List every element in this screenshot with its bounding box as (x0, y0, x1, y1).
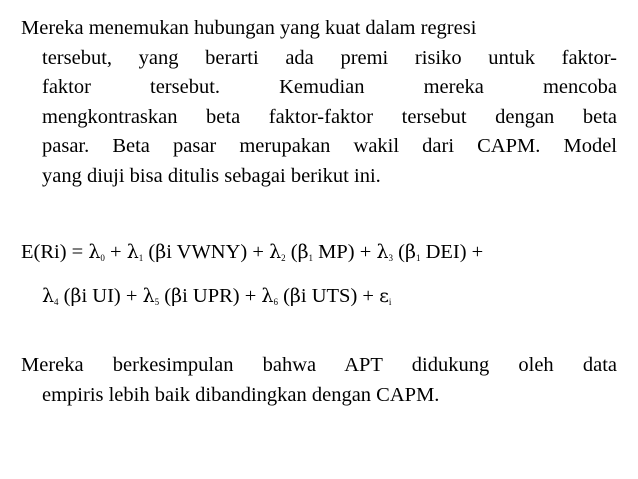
text-line (21, 73, 617, 103)
text-line-content: tersebut, yang berarti ada premi risiko untuk faktor- (42, 46, 617, 69)
formula-term: i UPR) + (182, 285, 262, 307)
paren: ( (393, 241, 405, 263)
subscript: 4 (54, 297, 59, 307)
subscript: 2 (281, 253, 286, 263)
formula-term: i VWNY) + (166, 241, 270, 263)
text-line-content: empiris lebih baik dibandingkan dengan CAPM. (42, 383, 440, 406)
word: mereka (423, 76, 484, 98)
beta-symbol: β (404, 241, 416, 263)
text-line-content: yang diuji bisa ditulis sebagai berikut ini. (42, 164, 381, 187)
subscript: 5 (154, 297, 160, 307)
word: Kemudian (279, 76, 365, 98)
lambda-symbol: λ (269, 241, 282, 263)
word: tersebut. (150, 76, 221, 98)
subscript: 1 (308, 253, 314, 263)
paren: ( (285, 241, 298, 263)
subscript: i (388, 297, 392, 307)
paren: ( (277, 285, 290, 307)
formula-lhs: E(Ri) = (21, 241, 89, 263)
beta-symbol: β (297, 241, 309, 263)
word: mencoba (542, 76, 617, 98)
lambda-symbol: λ (42, 285, 55, 307)
paragraph-conclusion (21, 351, 617, 410)
text-line (21, 14, 617, 44)
text-line-content: pasar. Beta pasar merupakan wakil dari CAPM. Model (42, 135, 617, 157)
text-line (21, 44, 617, 74)
subscript: 1 (415, 253, 421, 263)
formula-term: i UTS) + (300, 285, 380, 307)
subscript: 6 (273, 297, 278, 307)
text-line (21, 132, 617, 162)
formula-line-1 (21, 238, 483, 274)
paren: ( (143, 241, 156, 263)
beta-symbol: β (70, 285, 82, 307)
beta-symbol: β (289, 285, 301, 307)
formula-term: DEI) + (420, 241, 484, 263)
lambda-symbol: λ (376, 241, 389, 263)
text-line (21, 351, 617, 381)
word: faktor (42, 76, 91, 98)
text-line-content: Mereka menemukan hubungan yang kuat dalam regresi (21, 17, 477, 39)
paren: ( (58, 285, 71, 307)
paren: ( (159, 285, 172, 307)
text-line (21, 103, 617, 133)
subscript: 3 (388, 253, 393, 263)
epsilon-symbol: ε (379, 285, 389, 307)
operator: + (104, 241, 127, 263)
beta-symbol: β (171, 285, 183, 307)
formula-term: MP) + (313, 241, 377, 263)
text-line (21, 162, 617, 192)
lambda-symbol: λ (88, 241, 101, 263)
lambda-symbol: λ (142, 285, 155, 307)
lambda-symbol: λ (261, 285, 274, 307)
text-line-content: mengkontraskan beta faktor-faktor tersebut dengan beta (42, 105, 617, 128)
beta-symbol: β (155, 241, 167, 263)
formula-line-2 (42, 282, 391, 318)
lambda-symbol: λ (126, 241, 139, 263)
text-line (21, 381, 617, 411)
subscript: 1 (138, 253, 144, 263)
subscript: 0 (100, 253, 105, 263)
formula-term: i UI) + (81, 285, 143, 307)
paragraph-findings (21, 14, 617, 191)
text-line-content: Mereka berkesimpulan bahwa APT didukung oleh data (21, 354, 617, 376)
